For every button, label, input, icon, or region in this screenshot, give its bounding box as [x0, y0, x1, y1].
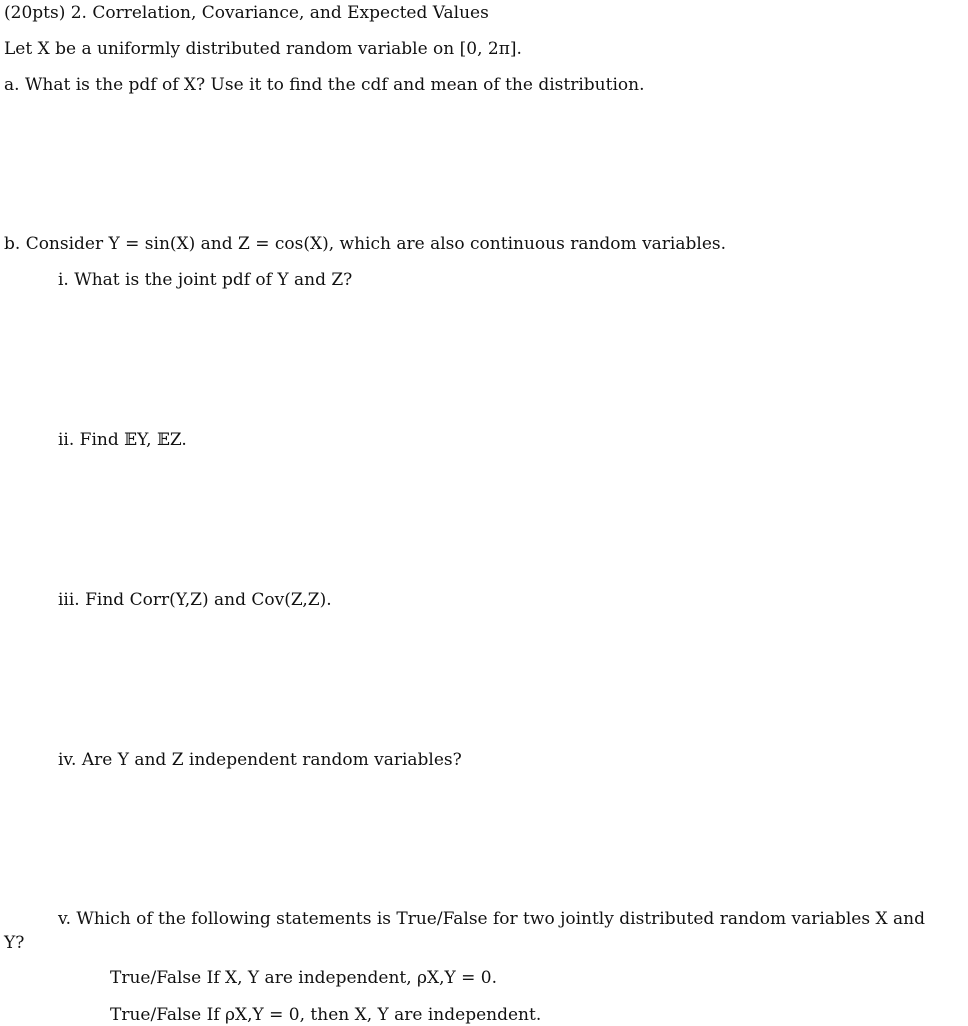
- part-b-question: b. Consider Y = sin(X) and Z = cos(X), which are also continuous random variables.: [4, 234, 727, 254]
- true-false-statement-2: True/False If ρX,Y = 0, then X, Y are independent.: [110, 1005, 542, 1025]
- subquestion-v-continuation: Y?: [4, 933, 25, 953]
- subquestion-iii: iii. Find Corr(Y,Z) and Cov(Z,Z).: [58, 590, 332, 610]
- subquestion-i: i. What is the joint pdf of Y and Z?: [58, 270, 353, 290]
- subquestion-iv: iv. Are Y and Z independent random variables?: [58, 750, 462, 770]
- subquestion-ii: ii. Find 𝔼Y, 𝔼Z.: [58, 430, 187, 450]
- subquestion-v: v. Which of the following statements is True/False for two jointly distributed random variables X and: [58, 909, 925, 929]
- problem-intro: Let X be a uniformly distributed random variable on [0, 2π].: [4, 39, 522, 59]
- part-a-question: a. What is the pdf of X? Use it to find the cdf and mean of the distribution.: [4, 75, 645, 95]
- problem-title: (20pts) 2. Correlation, Covariance, and Expected Values: [4, 3, 489, 23]
- true-false-statement-1: True/False If X, Y are independent, ρX,Y = 0.: [110, 968, 498, 988]
